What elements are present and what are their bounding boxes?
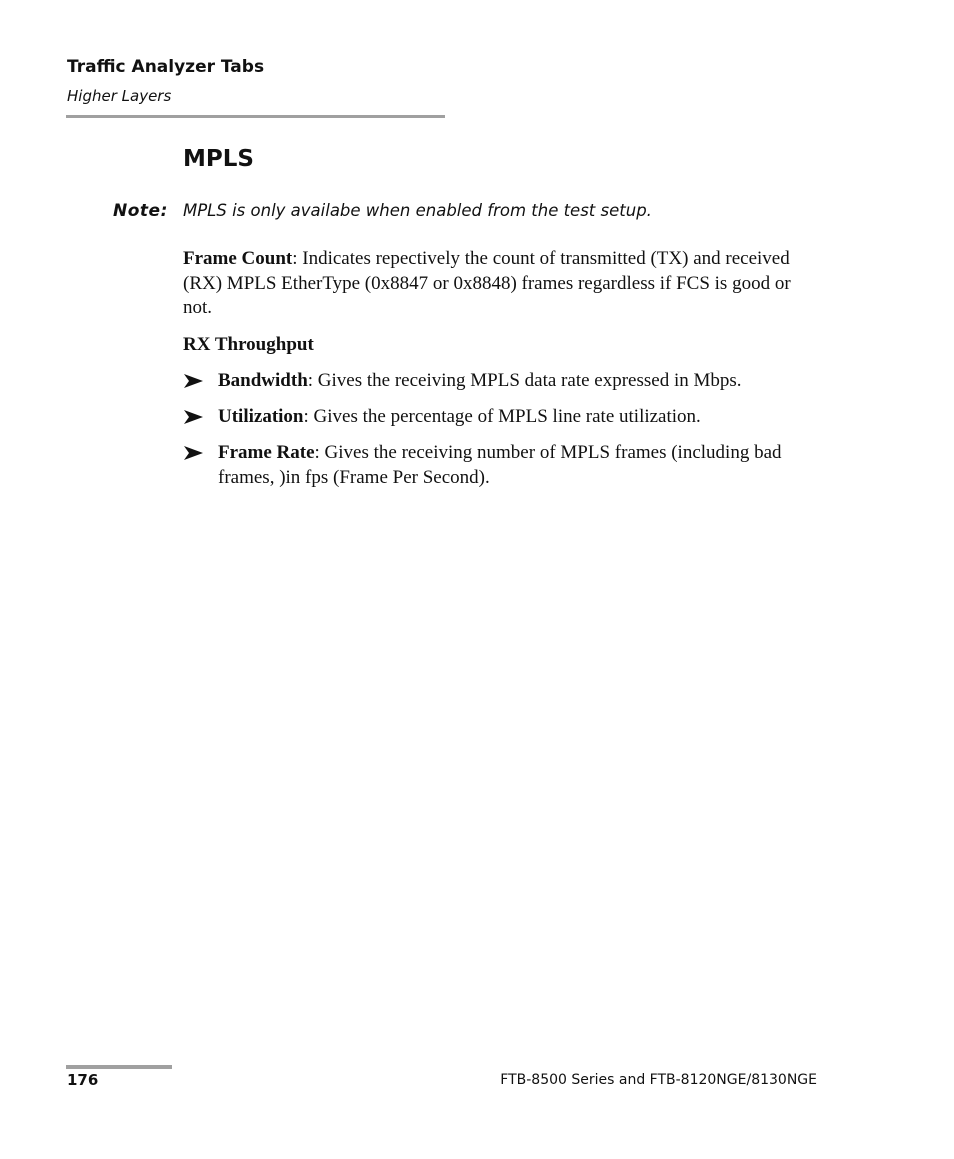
bullet-term: Utilization <box>218 406 304 427</box>
rx-throughput-heading <box>183 333 823 358</box>
rx-throughput-heading-text: RX Throughput <box>183 334 314 355</box>
bullet-text: : Gives the percentage of MPLS line rate utilization. <box>303 406 701 427</box>
footer-divider <box>66 1065 172 1069</box>
frame-count-paragraph <box>183 247 823 321</box>
page-number: 176 <box>67 1071 99 1089</box>
note-label: Note: <box>113 201 168 221</box>
frame-count-term: Frame Count <box>183 248 293 269</box>
frame-count-text: : Indicates repectively the count of transmitted (TX) and received (RX) MPLS EtherType (0x8847 or 0x8848) frames regardless if FCS is good or not. <box>183 248 791 318</box>
footer-product-title: FTB-8500 Series and FTB-8120NGE/8130NGE <box>500 1072 817 1088</box>
arrowhead-bullet-icon <box>183 372 205 390</box>
arrowhead-bullet-icon <box>183 408 205 426</box>
note-text: MPLS is only availabe when enabled from the test setup. <box>183 201 652 220</box>
bullet-text: : Gives the receiving number of MPLS frames (including bad frames, )in fps (Frame Per Second). <box>218 442 782 488</box>
bullet-term: Bandwidth <box>218 370 308 391</box>
bullet-text: : Gives the receiving MPLS data rate expressed in Mbps. <box>307 370 742 391</box>
bullet-term: Frame Rate <box>218 442 315 463</box>
arrowhead-bullet-icon <box>183 444 205 462</box>
header-subtitle: Higher Layers <box>67 87 172 105</box>
header-divider <box>66 115 445 118</box>
header-title: Traffic Analyzer Tabs <box>67 57 265 77</box>
section-title: MPLS <box>183 146 254 172</box>
